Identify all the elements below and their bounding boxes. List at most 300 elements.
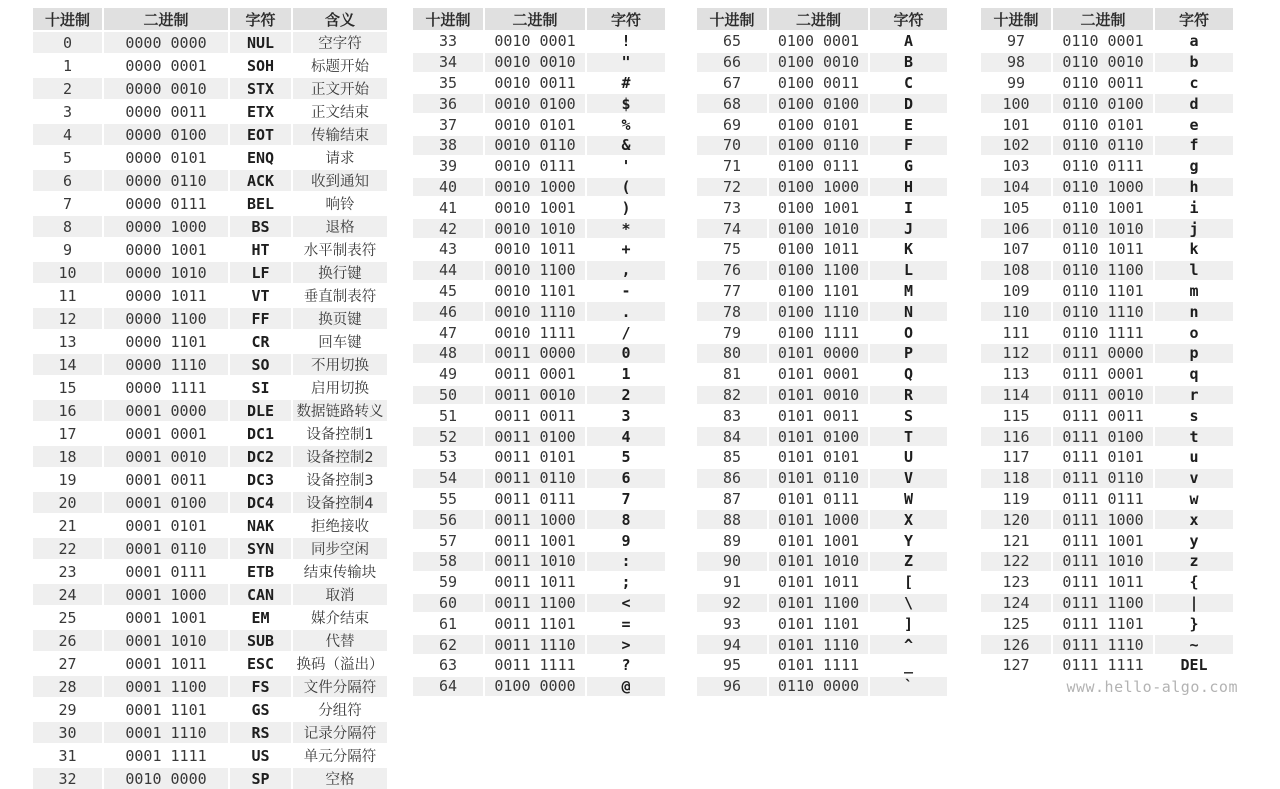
cell-char: R [868,384,947,405]
cell-binary: 0001 1111 [102,743,228,766]
cell-char: B [868,51,947,72]
cell-decimal: 99 [981,72,1051,93]
cell-binary: 0011 0110 [483,467,585,488]
cell-decimal: 36 [413,92,483,113]
table-row [413,30,665,51]
cell-meaning: 传输结束 [291,122,387,145]
cell-decimal: 21 [33,513,102,536]
cell-char: w [1153,488,1233,509]
cell-meaning: 设备控制3 [291,467,387,490]
cell-binary: 0100 0110 [767,134,868,155]
table-row [697,467,947,488]
table-row [33,260,387,283]
cell-binary: 0001 0111 [102,559,228,582]
cell-binary: 0100 1001 [767,196,868,217]
header-row [981,8,1233,30]
table-row [33,720,387,743]
header-row [33,8,387,30]
cell-meaning: 不用切换 [291,352,387,375]
cell-meaning: 回车键 [291,329,387,352]
cell-char: 9 [585,529,665,550]
cell-binary: 0010 1011 [483,238,585,259]
cell-decimal: 63 [413,654,483,675]
cell-meaning: 取消 [291,582,387,605]
cell-char: M [868,280,947,301]
table-row [981,404,1233,425]
column-header-char: 字符 [585,8,665,30]
cell-char: @ [585,675,665,696]
cell-decimal: 88 [697,508,767,529]
cell-binary: 0100 0010 [767,51,868,72]
cell-decimal: 69 [697,113,767,134]
table-row [981,446,1233,467]
cell-binary: 0000 1000 [102,214,228,237]
cell-decimal: 92 [697,592,767,613]
cell-meaning: 正文结束 [291,99,387,122]
cell-decimal: 58 [413,550,483,571]
cell-binary: 0010 0101 [483,113,585,134]
cell-decimal: 125 [981,612,1051,633]
cell-decimal: 87 [697,488,767,509]
cell-binary: 0110 1101 [1051,280,1153,301]
table-row [981,342,1233,363]
cell-decimal: 35 [413,72,483,93]
cell-meaning: 退格 [291,214,387,237]
cell-char: O [868,321,947,342]
cell-decimal: 78 [697,300,767,321]
cell-char: d [1153,92,1233,113]
table-row [697,217,947,238]
cell-char: ~ [1153,633,1233,654]
cell-char: ETB [228,559,291,582]
cell-binary: 0000 0111 [102,191,228,214]
table-row [981,72,1233,93]
cell-decimal: 123 [981,571,1051,592]
table-row [33,559,387,582]
cell-binary: 0001 0010 [102,444,228,467]
table-row [697,571,947,592]
cell-char: Q [868,363,947,384]
cell-char: L [868,259,947,280]
table-row [413,51,665,72]
cell-binary: 0110 0110 [1051,134,1153,155]
table-row [697,259,947,280]
cell-binary: 0100 0011 [767,72,868,93]
cell-char: a [1153,30,1233,51]
cell-binary: 0101 1100 [767,592,868,613]
cell-char: ! [585,30,665,51]
cell-binary: 0011 0010 [483,384,585,405]
watermark: www.hello-algo.com [1066,678,1238,696]
cell-binary: 0010 1010 [483,217,585,238]
table-row [697,113,947,134]
cell-decimal: 10 [33,260,102,283]
cell-char: VT [228,283,291,306]
cell-binary: 0011 1111 [483,654,585,675]
table-row [33,444,387,467]
cell-decimal: 57 [413,529,483,550]
cell-binary: 0001 0011 [102,467,228,490]
cell-binary: 0011 0100 [483,425,585,446]
cell-binary: 0010 1001 [483,196,585,217]
cell-binary: 0010 1111 [483,321,585,342]
cell-binary: 0101 0001 [767,363,868,384]
table-row [413,508,665,529]
cell-char: ENQ [228,145,291,168]
table-row [33,651,387,674]
cell-binary: 0001 1101 [102,697,228,720]
cell-decimal: 121 [981,529,1051,550]
cell-decimal: 26 [33,628,102,651]
cell-decimal: 7 [33,191,102,214]
cell-char: STX [228,76,291,99]
cell-binary: 0000 0000 [102,30,228,53]
cell-char: SUB [228,628,291,651]
cell-char: b [1153,51,1233,72]
cell-binary: 0001 0101 [102,513,228,536]
table-row [697,633,947,654]
table-row [33,352,387,375]
cell-meaning: 收到通知 [291,168,387,191]
table-row [413,321,665,342]
table-row [33,467,387,490]
cell-char: SP [228,766,291,789]
cell-char: FF [228,306,291,329]
cell-decimal: 117 [981,446,1051,467]
cell-decimal: 74 [697,217,767,238]
table-row [413,675,665,696]
cell-binary: 0111 0010 [1051,384,1153,405]
cell-char: SOH [228,53,291,76]
table-row [413,342,665,363]
table-row [981,92,1233,113]
table-row [697,155,947,176]
cell-char: j [1153,217,1233,238]
table-row [697,134,947,155]
cell-decimal: 33 [413,30,483,51]
cell-decimal: 4 [33,122,102,145]
cell-decimal: 28 [33,674,102,697]
cell-decimal: 98 [981,51,1051,72]
table-row [33,53,387,76]
cell-decimal: 97 [981,30,1051,51]
cell-meaning: 正文开始 [291,76,387,99]
cell-char: EM [228,605,291,628]
cell-binary: 0000 1011 [102,283,228,306]
cell-char: f [1153,134,1233,155]
cell-char: H [868,176,947,197]
cell-char: v [1153,467,1233,488]
cell-binary: 0000 0110 [102,168,228,191]
cell-binary: 0111 0111 [1051,488,1153,509]
cell-char: > [585,633,665,654]
cell-binary: 0110 1110 [1051,300,1153,321]
cell-binary: 0111 0000 [1051,342,1153,363]
cell-char: 5 [585,446,665,467]
cell-char: & [585,134,665,155]
cell-decimal: 126 [981,633,1051,654]
table-row [697,550,947,571]
column-header-decimal: 十进制 [697,8,767,30]
cell-decimal: 56 [413,508,483,529]
cell-decimal: 95 [697,654,767,675]
cell-decimal: 1 [33,53,102,76]
cell-char: u [1153,446,1233,467]
column-header-char: 字符 [1153,8,1233,30]
cell-char: X [868,508,947,529]
cell-char: - [585,280,665,301]
cell-meaning: 标题开始 [291,53,387,76]
cell-decimal: 39 [413,155,483,176]
cell-char: U [868,446,947,467]
cell-char: 7 [585,488,665,509]
table-row [697,508,947,529]
cell-char: SI [228,375,291,398]
cell-binary: 0000 1001 [102,237,228,260]
cell-meaning: 启用切换 [291,375,387,398]
cell-meaning: 代替 [291,628,387,651]
cell-binary: 0011 1001 [483,529,585,550]
table-row [697,529,947,550]
table-row [697,446,947,467]
cell-char: ESC [228,651,291,674]
cell-decimal: 55 [413,488,483,509]
cell-meaning: 媒介结束 [291,605,387,628]
table-row [33,490,387,513]
cell-decimal: 50 [413,384,483,405]
cell-char: E [868,113,947,134]
cell-binary: 0001 1000 [102,582,228,605]
cell-decimal: 48 [413,342,483,363]
cell-decimal: 81 [697,363,767,384]
table-row [697,321,947,342]
cell-meaning: 设备控制2 [291,444,387,467]
cell-decimal: 25 [33,605,102,628]
table-row [697,176,947,197]
cell-decimal: 114 [981,384,1051,405]
table-row [981,196,1233,217]
cell-binary: 0110 1011 [1051,238,1153,259]
cell-decimal: 0 [33,30,102,53]
cell-decimal: 24 [33,582,102,605]
cell-decimal: 67 [697,72,767,93]
cell-binary: 0100 0001 [767,30,868,51]
cell-char: 3 [585,404,665,425]
cell-char: " [585,51,665,72]
cell-char: ) [585,196,665,217]
cell-binary: 0110 1010 [1051,217,1153,238]
table-row [697,612,947,633]
table-row [981,30,1233,51]
cell-binary: 0100 1100 [767,259,868,280]
table-row [697,51,947,72]
cell-decimal: 22 [33,536,102,559]
table-row [33,237,387,260]
cell-binary: 0000 1111 [102,375,228,398]
table-row [981,176,1233,197]
cell-decimal: 84 [697,425,767,446]
cell-binary: 0111 1000 [1051,508,1153,529]
cell-char: Y [868,529,947,550]
cell-char: $ [585,92,665,113]
cell-decimal: 96 [697,675,767,696]
cell-char: i [1153,196,1233,217]
cell-binary: 0011 1110 [483,633,585,654]
cell-decimal: 85 [697,446,767,467]
cell-decimal: 94 [697,633,767,654]
cell-binary: 0011 1000 [483,508,585,529]
header-row [697,8,947,30]
cell-binary: 0111 1011 [1051,571,1153,592]
table-row [33,743,387,766]
cell-char: # [585,72,665,93]
cell-char: ' [585,155,665,176]
cell-decimal: 75 [697,238,767,259]
cell-char: ` [868,675,947,696]
cell-binary: 0100 0101 [767,113,868,134]
cell-meaning: 请求 [291,145,387,168]
cell-decimal: 124 [981,592,1051,613]
cell-char: ] [868,612,947,633]
cell-char: t [1153,425,1233,446]
table-row [697,675,947,696]
cell-char: x [1153,508,1233,529]
cell-binary: 0100 0100 [767,92,868,113]
cell-char: { [1153,571,1233,592]
cell-binary: 0111 1100 [1051,592,1153,613]
ascii-table-lowercase-letters [981,8,1233,675]
table-row [33,329,387,352]
cell-decimal: 115 [981,404,1051,425]
cell-decimal: 93 [697,612,767,633]
table-row [33,191,387,214]
table-row [413,300,665,321]
cell-binary: 0001 1010 [102,628,228,651]
table-row [981,51,1233,72]
cell-decimal: 70 [697,134,767,155]
table-row [33,30,387,53]
cell-char: s [1153,404,1233,425]
cell-meaning: 设备控制1 [291,421,387,444]
column-header-char: 字符 [868,8,947,30]
cell-binary: 0100 1000 [767,176,868,197]
table-row [981,300,1233,321]
cell-char: < [585,592,665,613]
cell-char: % [585,113,665,134]
cell-decimal: 79 [697,321,767,342]
cell-decimal: 127 [981,654,1051,675]
cell-binary: 0011 0001 [483,363,585,384]
cell-decimal: 60 [413,592,483,613]
cell-binary: 0010 0100 [483,92,585,113]
cell-char: N [868,300,947,321]
cell-char: A [868,30,947,51]
table-row [33,306,387,329]
cell-binary: 0110 0010 [1051,51,1153,72]
cell-decimal: 110 [981,300,1051,321]
cell-binary: 0101 0000 [767,342,868,363]
cell-binary: 0110 1111 [1051,321,1153,342]
cell-decimal: 11 [33,283,102,306]
cell-char: G [868,155,947,176]
cell-decimal: 83 [697,404,767,425]
table-row [413,259,665,280]
cell-binary: 0000 1010 [102,260,228,283]
cell-binary: 0100 1101 [767,280,868,301]
table-row [33,536,387,559]
table-row [981,425,1233,446]
cell-binary: 0110 1100 [1051,259,1153,280]
column-header-binary: 二进制 [483,8,585,30]
cell-decimal: 105 [981,196,1051,217]
cell-binary: 0101 0010 [767,384,868,405]
cell-binary: 0111 1110 [1051,633,1153,654]
cell-decimal: 8 [33,214,102,237]
table-row [981,550,1233,571]
cell-char: z [1153,550,1233,571]
cell-binary: 0110 0100 [1051,92,1153,113]
cell-char: 2 [585,384,665,405]
cell-char: c [1153,72,1233,93]
table-row [413,72,665,93]
cell-decimal: 102 [981,134,1051,155]
cell-binary: 0111 1001 [1051,529,1153,550]
cell-binary: 0111 0110 [1051,467,1153,488]
cell-char: } [1153,612,1233,633]
cell-decimal: 5 [33,145,102,168]
cell-char: = [585,612,665,633]
ascii-table-control-chars [33,8,387,789]
cell-binary: 0111 0100 [1051,425,1153,446]
table-row [981,217,1233,238]
table-row [33,421,387,444]
cell-binary: 0101 1110 [767,633,868,654]
cell-char: / [585,321,665,342]
table-row [413,280,665,301]
cell-char: F [868,134,947,155]
table-row [413,155,665,176]
cell-char: * [585,217,665,238]
cell-decimal: 51 [413,404,483,425]
cell-char: CR [228,329,291,352]
cell-meaning: 换行键 [291,260,387,283]
cell-decimal: 82 [697,384,767,405]
cell-decimal: 30 [33,720,102,743]
table-row [33,628,387,651]
table-row [413,446,665,467]
cell-binary: 0101 1001 [767,529,868,550]
cell-char: BEL [228,191,291,214]
table-row [413,612,665,633]
cell-char: SYN [228,536,291,559]
cell-char: . [585,300,665,321]
table-row [33,145,387,168]
table-row [981,612,1233,633]
cell-binary: 0101 0100 [767,425,868,446]
cell-decimal: 66 [697,51,767,72]
cell-decimal: 14 [33,352,102,375]
cell-decimal: 17 [33,421,102,444]
cell-meaning: 拒绝接收 [291,513,387,536]
table-row [697,425,947,446]
cell-decimal: 52 [413,425,483,446]
table-row [697,404,947,425]
cell-decimal: 40 [413,176,483,197]
cell-binary: 0110 0000 [767,675,868,696]
cell-meaning: 文件分隔符 [291,674,387,697]
table-row [697,72,947,93]
cell-decimal: 71 [697,155,767,176]
